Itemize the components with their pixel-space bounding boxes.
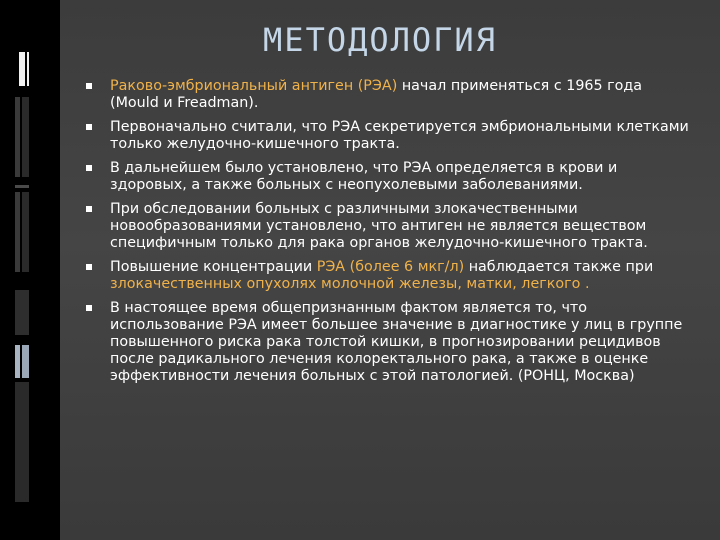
decorative-stripes — [0, 0, 60, 540]
bullet-text: В настоящее время общепризнанным фактом является то, что использование РЭА имеет большее значение в диагностике у лиц в группе повышенного риска рака толстой кишки, в прогнозировании рецидивов после радикального лечения колоректального рака, а также в оценке эффективности лечения больных с этой патологией. (РОНЦ, Москва) — [110, 300, 683, 384]
bullet-marker-icon — [86, 206, 92, 212]
bullet-text: Первоначально считали, что РЭА секретируется эмбриональными клетками только желудочно-кишечного тракта. — [110, 119, 689, 152]
highlighted-text: Раково-эмбриональный антиген (РЭА) — [110, 78, 398, 94]
highlighted-text: злокачественных опухолях молочной железы, матки, легкого . — [110, 276, 590, 292]
bullet-marker-icon — [86, 305, 92, 311]
bullet-item — [86, 119, 691, 153]
bullet-marker-icon — [86, 264, 92, 270]
bullet-marker-icon — [86, 165, 92, 171]
highlighted-text: РЭА (более 6 мкг/л) — [316, 259, 465, 275]
bullet-marker-icon — [86, 124, 92, 130]
bullet-text: В дальнейшем было установлено, что РЭА определяется в крови и здоровых, а также больных с неопухолевыми заболеваниями. — [110, 160, 618, 193]
slide-title: МЕТОДОЛОГИЯ — [263, 21, 497, 59]
bullet-item — [86, 78, 691, 112]
bullet-text: Повышение концентрации — [110, 259, 317, 275]
bullet-text: начал применяться с 1965 года (Mould и Freadman). — [110, 78, 643, 111]
bullet-item — [86, 300, 691, 385]
bullet-item — [86, 259, 691, 293]
bullet-list — [86, 78, 691, 392]
bullet-item — [86, 160, 691, 194]
bullet-marker-icon — [86, 83, 92, 89]
bullet-text: При обследовании больных с различными злокачественными новообразованиями установлено, что антиген не является веществом специфичным только для рака органов желудочно-кишечного тракта. — [110, 201, 648, 251]
bullet-item — [86, 201, 691, 252]
bullet-text: наблюдается также при — [464, 259, 654, 275]
